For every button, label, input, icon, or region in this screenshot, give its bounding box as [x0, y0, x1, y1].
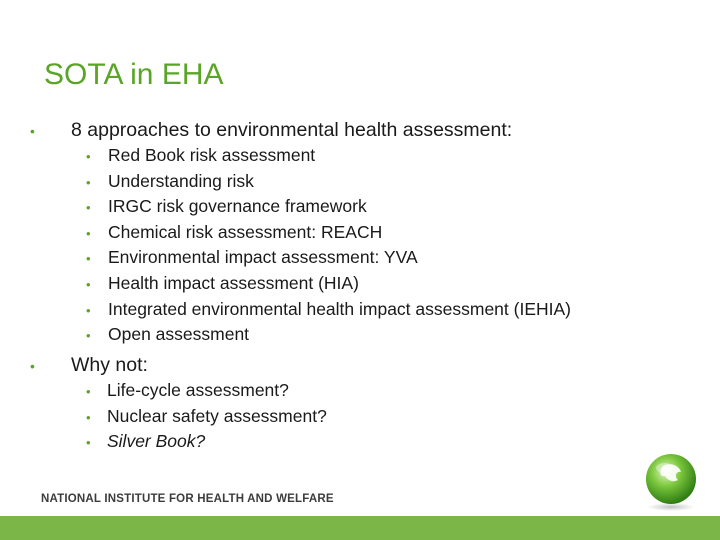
green-globe-logo-icon [643, 452, 699, 517]
slide-title: SOTA in EHA [44, 58, 224, 91]
list-item: • Chemical risk assessment: REACH [86, 221, 383, 242]
list-item: • Understanding risk [86, 170, 254, 191]
list-item: • Open assessment [86, 324, 250, 345]
approaches-list [86, 143, 571, 348]
list-item: • Red Book risk assessment [86, 145, 316, 165]
footer-org-name: NATIONAL INSTITUTE FOR HEALTH AND WELFARE [41, 493, 334, 505]
bullet-text: Why not: [71, 354, 148, 376]
list-item: • Silver Book? [86, 431, 206, 452]
bullet-approaches [30, 119, 512, 142]
why-not-list [86, 378, 327, 455]
bullet-why-not [30, 354, 148, 377]
bullet-marker: • [30, 358, 35, 374]
list-item: • Environmental impact assessment: YVA [86, 247, 418, 268]
list-item: • IRGC risk governance framework [86, 196, 367, 217]
list-item: • Life-cycle assessment? [86, 380, 289, 400]
list-item: • Health impact assessment (HIA) [86, 272, 359, 293]
bullet-text: 8 approaches to environmental health assessment: [71, 119, 513, 141]
bullet-marker: • [30, 123, 35, 139]
list-item: • Nuclear safety assessment? [86, 405, 327, 426]
footer-bar [0, 516, 720, 540]
list-item: • Integrated environmental health impact assessment (IEHIA) [86, 298, 571, 319]
